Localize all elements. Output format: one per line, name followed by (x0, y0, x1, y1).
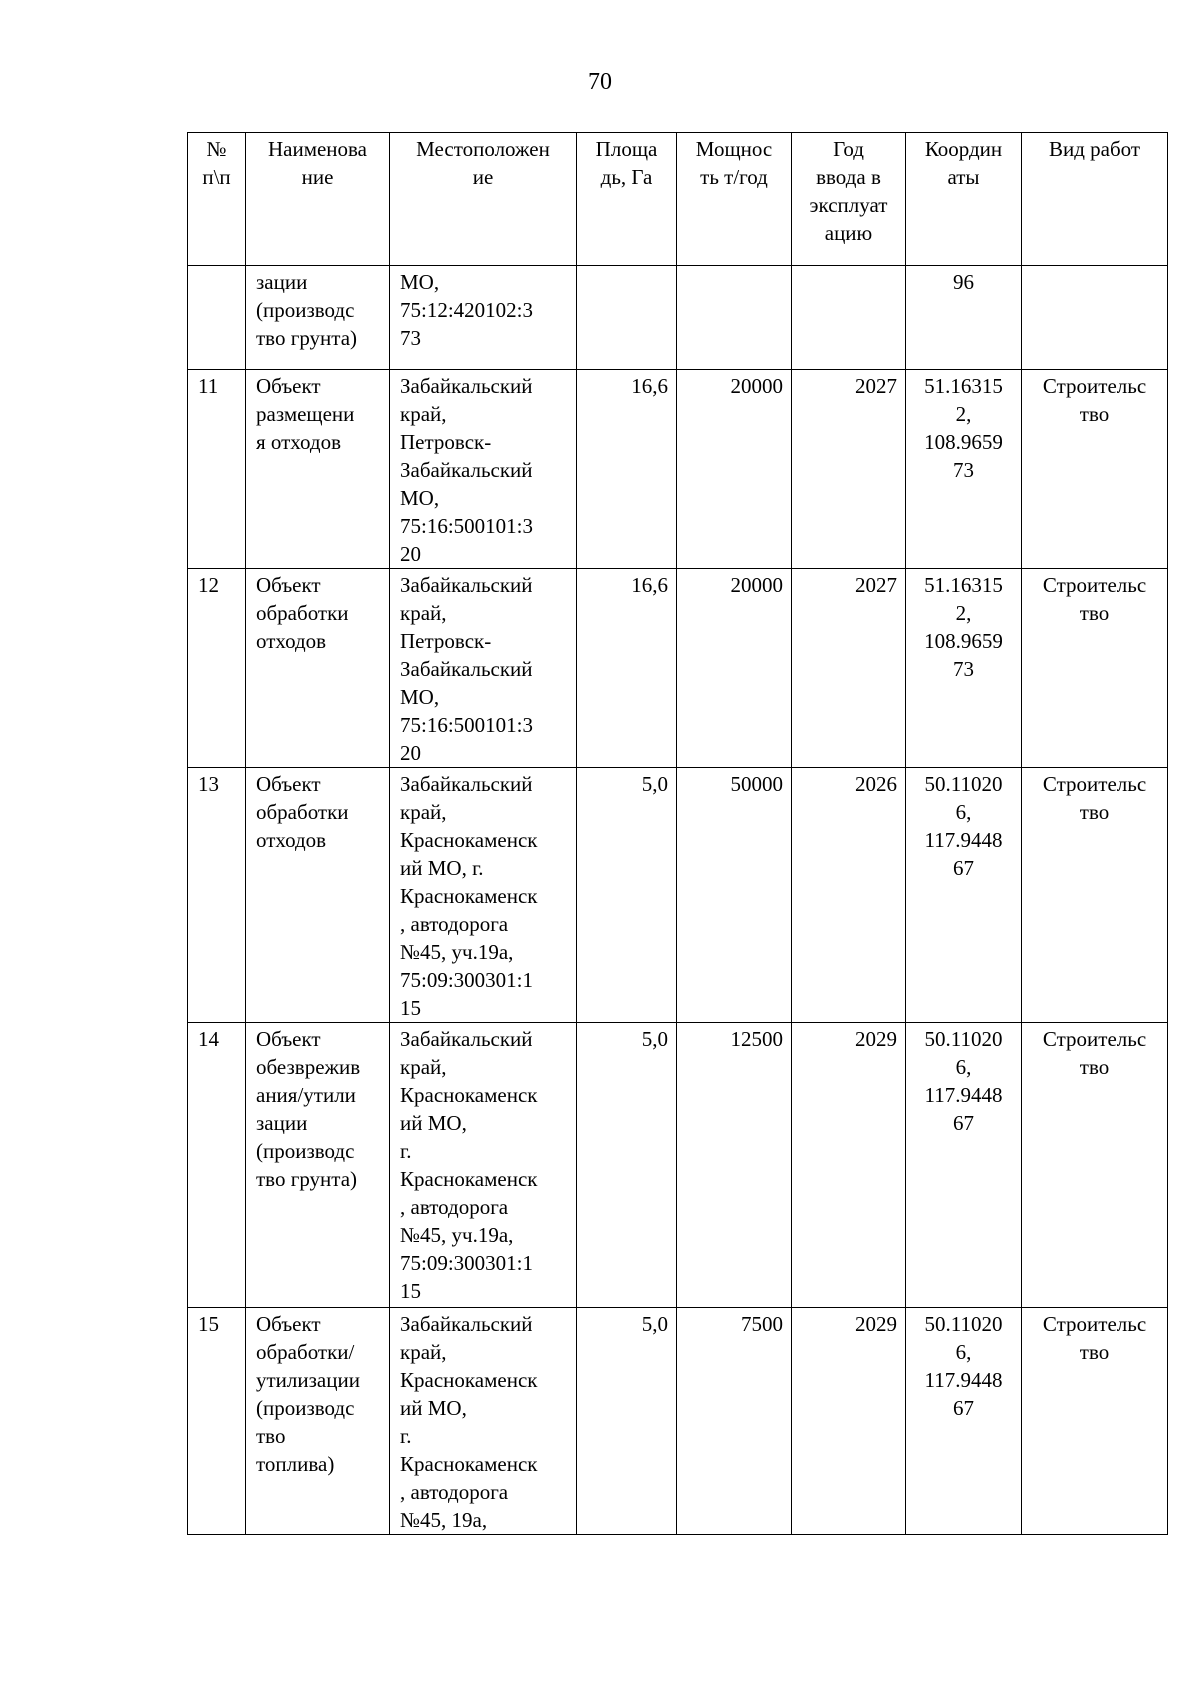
row-work-type-cell: Строительс тво (1022, 569, 1168, 768)
row-location-cell: Забайкальский край, Петровск- Забайкальский МО, 75:16:500101:3 20 (390, 569, 577, 768)
header-area: Площа дь, Га (577, 133, 677, 266)
row-coordinates-cell: 51.16315 2, 108.9659 73 (906, 569, 1022, 768)
header-name: Наименова ние (246, 133, 390, 266)
row-year-cell: 2027 (792, 370, 906, 569)
row-number-cell: 14 (188, 1023, 246, 1308)
row-area-cell (577, 266, 677, 370)
row-name-cell: Объект размещени я отходов (246, 370, 390, 569)
waste-facilities-table (187, 132, 1168, 1535)
row-work-type-cell: Строительс тво (1022, 370, 1168, 569)
header-coordinates: Координ аты (906, 133, 1022, 266)
row-work-type-cell: Строительс тво (1022, 1023, 1168, 1308)
row-year-cell (792, 266, 906, 370)
row-year-cell: 2027 (792, 569, 906, 768)
row-area-cell: 5,0 (577, 768, 677, 1023)
row-year-cell: 2029 (792, 1308, 906, 1535)
table-row (188, 370, 1168, 569)
row-number-cell: 12 (188, 569, 246, 768)
row-area-cell: 16,6 (577, 569, 677, 768)
row-name-cell: Объект обработки отходов (246, 768, 390, 1023)
row-work-type-cell: Строительс тво (1022, 768, 1168, 1023)
table-row (188, 569, 1168, 768)
row-work-type-cell (1022, 266, 1168, 370)
row-work-type-cell: Строительс тво (1022, 1308, 1168, 1535)
row-capacity-cell (677, 266, 792, 370)
row-capacity-cell: 50000 (677, 768, 792, 1023)
row-location-cell: Забайкальский край, Краснокаменск ий МО, г. Краснокаменск , автодорога №45, уч.19а, 75:09:300301:1 15 (390, 768, 577, 1023)
row-year-cell: 2026 (792, 768, 906, 1023)
row-area-cell: 5,0 (577, 1023, 677, 1308)
header-commission-year: Год ввода в эксплуат ацию (792, 133, 906, 266)
row-coordinates-cell: 50.11020 6, 117.9448 67 (906, 768, 1022, 1023)
row-number-cell: 15 (188, 1308, 246, 1535)
row-capacity-cell: 7500 (677, 1308, 792, 1535)
table-row (188, 1023, 1168, 1308)
table-row (188, 266, 1168, 370)
row-name-cell: Объект обезврежив ания/утили зации (производс тво грунта) (246, 1023, 390, 1308)
row-name-cell: Объект обработки отходов (246, 569, 390, 768)
header-work-type: Вид работ (1022, 133, 1168, 266)
row-location-cell: МО, 75:12:420102:3 73 (390, 266, 577, 370)
page-number: 70 (588, 69, 612, 95)
table-row (188, 768, 1168, 1023)
row-location-cell: Забайкальский край, Краснокаменск ий МО, г. Краснокаменск , автодорога №45, 19а, (390, 1308, 577, 1535)
row-capacity-cell: 20000 (677, 370, 792, 569)
row-coordinates-cell: 96 (906, 266, 1022, 370)
row-coordinates-cell: 50.11020 6, 117.9448 67 (906, 1023, 1022, 1308)
row-location-cell: Забайкальский край, Краснокаменск ий МО, г. Краснокаменск , автодорога №45, уч.19а, 75:09:300301:1 15 (390, 1023, 577, 1308)
row-area-cell: 16,6 (577, 370, 677, 569)
header-location: Местоположен ие (390, 133, 577, 266)
row-capacity-cell: 20000 (677, 569, 792, 768)
row-year-cell: 2029 (792, 1023, 906, 1308)
header-number: № п\п (188, 133, 246, 266)
row-number-cell: 13 (188, 768, 246, 1023)
row-coordinates-cell: 51.16315 2, 108.9659 73 (906, 370, 1022, 569)
table-row (188, 1308, 1168, 1535)
row-name-cell: Объект обработки/ утилизации (производс тво топлива) (246, 1308, 390, 1535)
row-number-cell: 11 (188, 370, 246, 569)
table-header-row (188, 133, 1168, 266)
row-name-cell: зации (производс тво грунта) (246, 266, 390, 370)
header-capacity: Мощнос ть т/год (677, 133, 792, 266)
row-area-cell: 5,0 (577, 1308, 677, 1535)
row-location-cell: Забайкальский край, Петровск- Забайкальский МО, 75:16:500101:3 20 (390, 370, 577, 569)
row-coordinates-cell: 50.11020 6, 117.9448 67 (906, 1308, 1022, 1535)
row-number-cell (188, 266, 246, 370)
row-capacity-cell: 12500 (677, 1023, 792, 1308)
